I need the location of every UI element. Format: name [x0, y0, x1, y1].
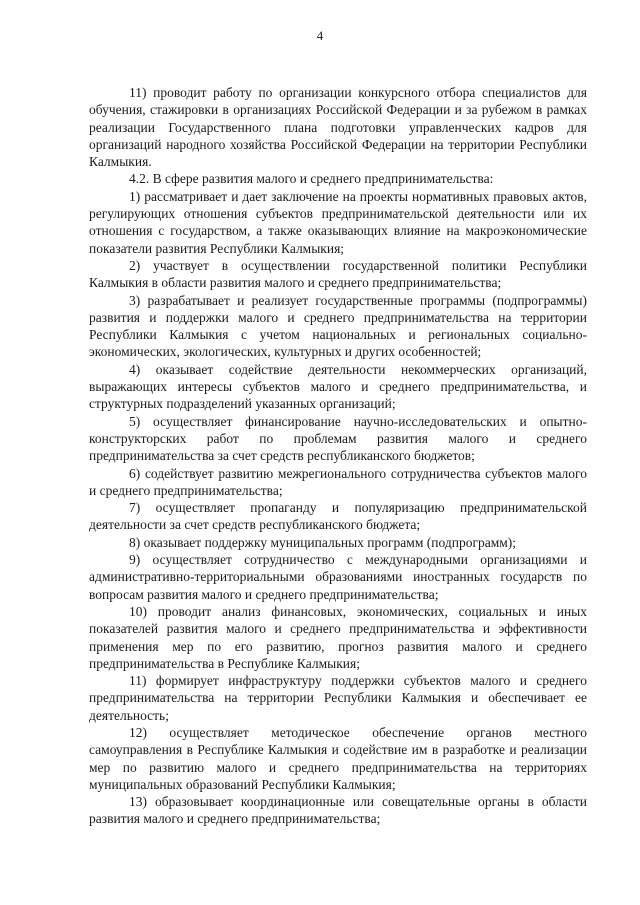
paragraph-item-8: 8) оказывает поддержку муниципальных программ (подпрограмм); — [129, 534, 517, 550]
paragraph-item-6: 6) содействует развитию межрегионального сотрудничества субъектов малого и среднего предпринимательства; — [89, 465, 587, 498]
paragraph-item-9: 9) осуществляет сотрудничество с международными организациями и административно-территориальными образованиями иностранных государств по вопросам развития малого и среднего предпринимательства; — [89, 552, 587, 602]
paragraph-item-5: 5) осуществляет финансирование научно-исследовательских и опытно-конструкторских работ по проблемам развития малого и среднего предпринимательства за счет средств республиканского бюджетов; — [89, 413, 587, 464]
paragraph-item-3: 3) разрабатывает и реализует государственные программы (подпрограммы) развития и поддержки малого и среднего предпринимательства на территории Республики Калмыкия с учетом национальных и региональных социально-экономических, экологических, культурных и других особенностей; — [89, 292, 587, 360]
paragraph-item-2: 2) участвует в осуществлении государственной политики Республики Калмыкия в области развития малого и среднего предпринимательства; — [89, 257, 587, 291]
section-heading-4-2: 4.2. В сфере развития малого и среднего предпринимательства: — [129, 171, 494, 187]
paragraph-item-11: 11) формирует инфраструктуру поддержки субъектов малого и среднего предпринимательства на территории Республики Калмыкия и обеспечивает ее деятельность; — [89, 673, 587, 723]
paragraph-item-1: 1) рассматривает и дает заключение на проекты нормативных правовых актов, регулирующих отношения субъектов предпринимательской деятельности или их отношения с государством, а также оказывающих влияние на макроэкономические показатели развития Республики Калмыкия; — [89, 188, 587, 256]
paragraph-item-10: 10) проводит анализ финансовых, экономических, социальных и иных показателей развития малого и среднего предпринимательства и эффективности применения мер по его развитию, прогноз развития малого и среднего предпринимательства в Республике Калмыкия; — [89, 603, 587, 671]
page-number: 4 — [316, 28, 324, 43]
paragraph-item-12: 12) осуществляет методическое обеспечение органов местного самоуправления в Республике Калмыкия и содействие им в разработке и реализации мер по развитию малого и среднего предпринимательства на территориях муниципальных образований Республики Калмыкия; — [89, 724, 587, 792]
paragraph-item-4: 4) оказывает содействие деятельности некоммерческих организаций, выражающих интересы субъектов малого и среднего предпринимательства, и структурных подразделений указанных организаций; — [89, 361, 587, 412]
paragraph-item-11-staff-selection: 11) проводит работу по организации конкурсного отбора специалистов для обучения, стажировки в организациях Российской Федерации и за рубежом в рамках реализации Государственного плана подготовки управленческих кадров для организаций народного хозяйства Российской Федерации на территории Республики Калмыкия. — [89, 85, 587, 170]
document-body — [89, 84, 587, 828]
paragraph-item-13: 13) образовывает координационные или совещательные органы в области развития малого и среднего предпринимательства; — [89, 794, 587, 827]
paragraph-item-7: 7) осуществляет пропаганду и популяризацию предпринимательской деятельности за счет средств республиканского бюджета; — [89, 500, 587, 533]
